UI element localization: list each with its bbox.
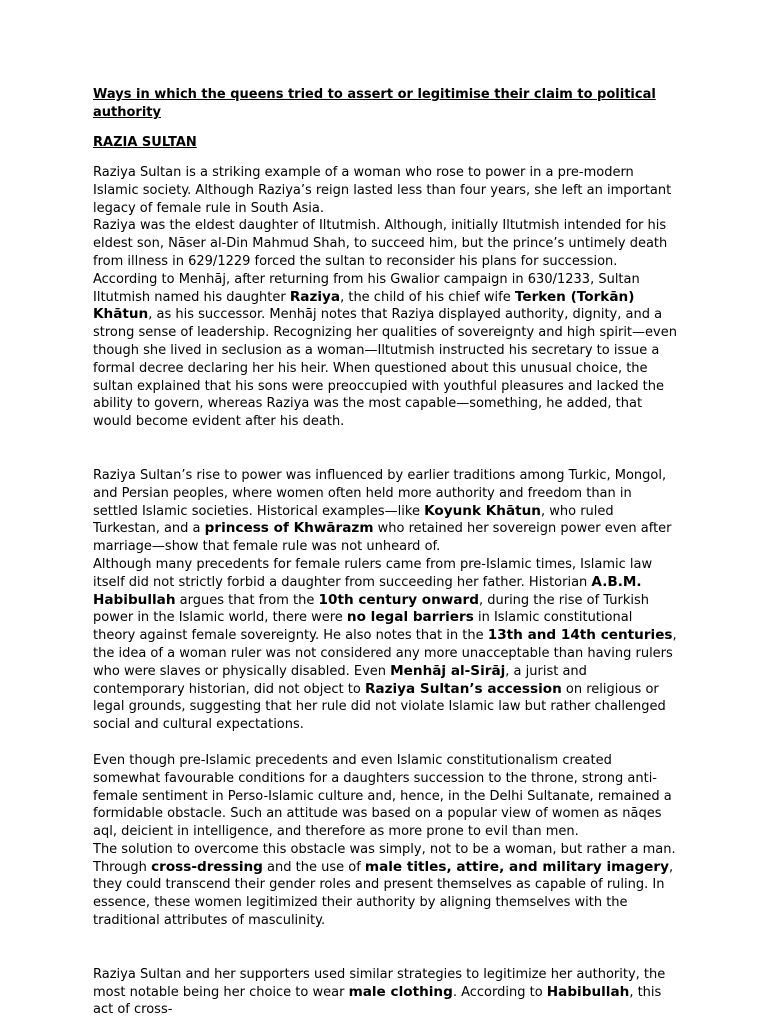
text-run: , this act of cross- (93, 984, 662, 1018)
text-run: Although many precedents for female rulers came from pre-Islamic times, Islamic law itself did not strictly forbid a daughter from succeeding her father. Historian (93, 556, 653, 590)
bold-term: no legal barriers (346, 609, 474, 626)
text-run: , they could transcend their gender roles and present themselves as capable of ruling. In essence, these women legitimized their authority by aligning themselves with the traditional attributes of masculinity. (93, 859, 674, 929)
paragraph-2 (93, 217, 678, 431)
text-run: , the child of his chief wife (340, 289, 515, 305)
text-run: Raziya Sultan is a striking example of a woman who rose to power in a pre-modern Islamic society. Although Raziya’s reign lasted less than four years, she left an important legacy of female rule in South Asia. (93, 165, 672, 216)
bold-term: 10th century onward (318, 591, 479, 608)
section-title: RAZIA SULTAN (93, 135, 197, 150)
bold-term: Habibullah (546, 983, 630, 1000)
text-run: , during the rise of Turkish power in the Islamic world, there were (93, 592, 649, 626)
bold-term: princess of Khwārazm (204, 520, 374, 537)
text-run: , the idea of a woman ruler was not considered any more unacceptable than having rulers who were slaves or physically disabled. Even (93, 628, 677, 679)
bold-term: A.B.M. Habibullah (93, 573, 642, 608)
paragraph-1 (93, 164, 678, 217)
bold-term: 13th and 14th centuries (487, 627, 673, 644)
text-run: on religious or legal grounds, suggesting that her rule did not violate Islamic law but rather challenged social and cultural expectations. (93, 681, 666, 733)
text-run: Raziya was the eldest daughter of Iltutmish. Although, initially Iltutmish intended for his eldest son, Nāser al-Din Mahmud Shah, to succeed him, but the prince’s untimely death from illness in 629/1229 forced the sultan to reconsider his plans for succession. According to Menhāj, after returning from his Gwalior campaign in 630/1233, Sultan Iltutmish named his daughter (93, 218, 668, 305)
document-title: Ways in which the queens tried to assert or legitimise their claim to political authority (93, 87, 656, 120)
text-run: Raziya Sultan’s rise to power was influenced by earlier traditions among Turkic, Mongol, and Persian peoples, where women often held more authority and freedom than in settled Islamic societies. Historical examples—like (93, 467, 667, 519)
bold-term: Menhāj al-Sirāj (390, 662, 506, 679)
paragraph-7 (93, 966, 678, 1019)
text-run: , a jurist and contemporary historian, did not object to (93, 663, 587, 697)
bold-term: male clothing (348, 983, 453, 1000)
text-run: , as his successor. Menhāj notes that Raziya displayed authority, dignity, and a strong sense of leadership. Recognizing her qualities of sovereignty and high spirit—even though she lived in seclusion as a woman—Iltutmish instructed his secretary to issue a formal decree declaring her his heir. When questioned about this unusual choice, the sultan explained that his sons were preoccupied with youthful pleasures and lacked the ability to govern, whereas Raziya was the most capable—something, he added, that would become evident after his death. (93, 307, 677, 430)
bold-term: Terken (Torkān) Khātun (93, 288, 635, 323)
text-run: in Islamic constitutional theory against female sovereignty. He also notes that in the (93, 610, 633, 644)
bold-term: Raziya (289, 288, 341, 305)
bold-term: male titles, attire, and military imagery (364, 858, 669, 875)
paragraph-3 (93, 467, 678, 556)
bold-term: Koyunk Khātun (424, 502, 541, 519)
text-run: and the use of (262, 859, 365, 875)
document-page (93, 86, 678, 1019)
text-run: who retained her sovereign power even after marriage—show that female rule was not unheard of. (93, 521, 672, 555)
spacer (93, 930, 678, 966)
paragraph-6 (93, 841, 678, 930)
text-run: Even though pre-Islamic precedents and even Islamic constitutionalism created somewhat favourable conditions for a daughters succession to the throne, strong anti-female sentiment in Perso-Islamic culture and, hence, in the Delhi Sultanate, remained a formidable obstacle. Such an attitude was based on a popular view of women as nāqes aql, deicient in intelligence, and therefore as more prone to evil than men. (93, 752, 672, 840)
text-run: . According to (452, 984, 547, 1000)
spacer (93, 431, 678, 467)
text-run: , who ruled Turkestan, and a (93, 503, 614, 537)
text-run: Raziya Sultan and her supporters used similar strategies to legitimize her authority, the most notable being her choice to wear (93, 966, 666, 1000)
bold-term: Raziya Sultan’s accession (364, 680, 562, 697)
bold-term: cross-dressing (151, 858, 263, 875)
spacer (93, 734, 678, 752)
paragraph-5 (93, 752, 678, 841)
text-run: The solution to overcome this obstacle was simply, not to be a woman, but rather a man. Through (93, 841, 676, 875)
text-run: argues that from the (175, 592, 319, 608)
paragraph-4 (93, 556, 678, 734)
